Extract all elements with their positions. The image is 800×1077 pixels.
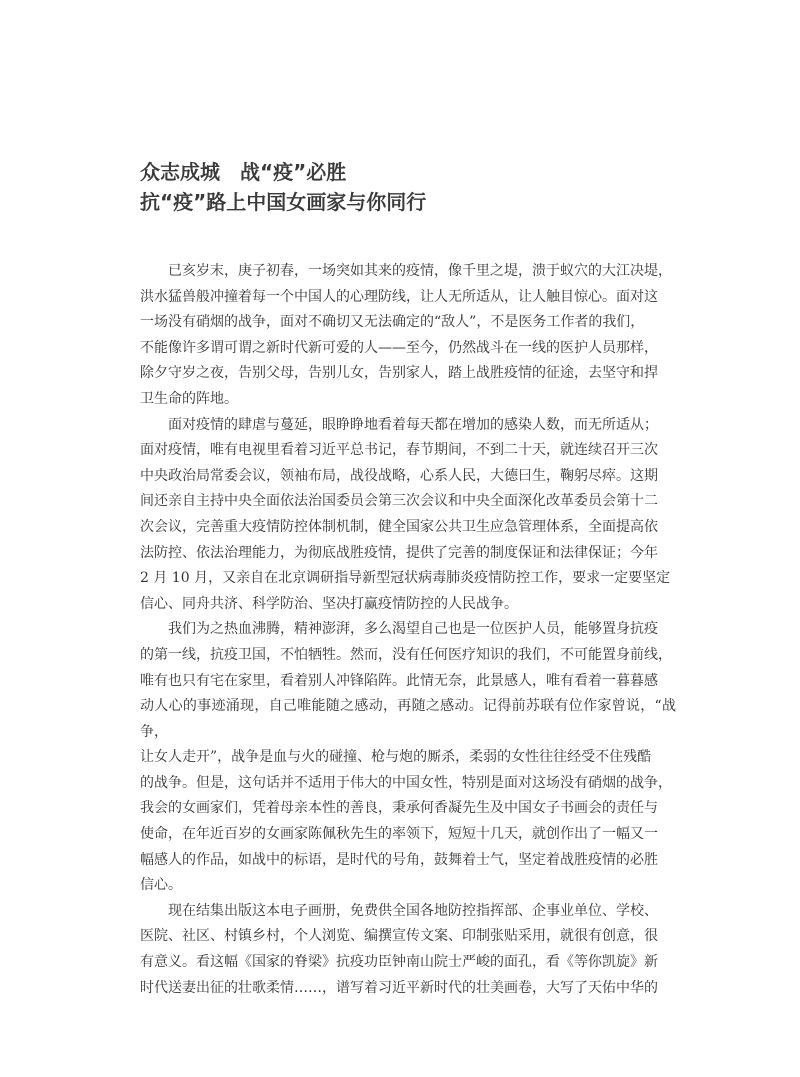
paragraph-3: 我们为之热血沸腾，精神澎湃，多么渴望自己也是一位医护人员，能够置身抗疫 的第一线，抗疫卫国，不怕牺牲。然而，没有任何医疗知识的我们，不可能置身前线， 唯有也只有宅在家里，看着别人冲锋陷阵。此情无奈，此景感人，唯有看着一暮暮感 动人心的事迹涌现，自己唯能随之感动，再随之感动。记得前苏联有位作家曾说，“战争， 让女人走开”，战争是血与火的碰撞、枪与炮的厮杀，柔弱的女性往往经受不住残酷 的战争。但是，这句话并不适用于伟大的中国女性，特别是面对这场没有硝烟的战争， 我会的女画家们，凭着母亲本性的善良，秉承何香凝先生及中国女子书画会的责任与 使命，在年近百岁的女画家陈佩秋先生的率领下，短短十几天，就创作出了一幅又一 幅感人的作品，如战中的标语，是时代的号角，鼓舞着士气，坚定着战胜疫情的必胜 信心。 — [140, 621, 676, 894]
paragraph-2: 面对疫情的肆虐与蔓延，眼睁睁地看着每天都在增加的感染人数，而无所适从； 面对疫情，唯有电视里看着习近平总书记，春节期间，不到二十天，就连续召开三次 中央政治局常委会议，领袖布局，战役战略，心系人民，大德曰生，鞠躬尽瘁。这期 间还亲自主持中央全面依法治国委员会第三次会议和中央全面深化改革委员会第十二 次会议，完善重大疫情防控体制机制，健全国家公共卫生应急管理体系，全面提高依 法防控、依法治理能力，为彻底战胜疫情，提供了完善的制度保证和法律保证；今年 2 月 10 月，又亲自在北京调研指导新型冠状病毒肺炎疫情防控工作，要求一定要坚定 信心、同舟共济、科学防治、坚决打赢疫情防控的人民战争。 — [140, 416, 671, 612]
article-body — [140, 259, 676, 1001]
title-line-2: 抗“疫”路上中国女画家与你同行 — [140, 190, 427, 214]
paragraph-4: 现在结集出版这本电子画册，免费供全国各地防控指挥部、企事业单位、学校、 医院、社区、村镇乡村，个人浏览、编撰宣传文案、印制张贴采用，就很有创意，很 有意义。看这幅《国家的脊梁》抗疫功臣钟南山院士严峻的面孔，看《等你凯旋》新 时代送妻出征的壮歌柔情……，谱写着习近平新时代的壮美画卷，大写了天佑中华的 — [140, 902, 658, 996]
article-title — [140, 157, 700, 217]
title-line-1: 众志成城 战“疫”必胜 — [140, 160, 347, 184]
paragraph-1: 已亥岁末，庚子初春，一场突如其来的疫情，像千里之堤，溃于蚁穴的大江决堤， 洪水猛兽般冲撞着每一个中国人的心理防线，让人无所适从，让人触目惊心。面对这 一场没有硝烟的战争，面对不确切又无法确定的“敌人”，不是医务工作者的我们， 不能像许多谓可谓之新时代新可爱的人——至今，仍然战斗在一线的医护人员那样， 除夕守岁之夜，告别父母，告别儿女，告别家人，踏上战胜疫情的征途，去坚守和捍 卫生命的阵地。 — [140, 263, 672, 407]
